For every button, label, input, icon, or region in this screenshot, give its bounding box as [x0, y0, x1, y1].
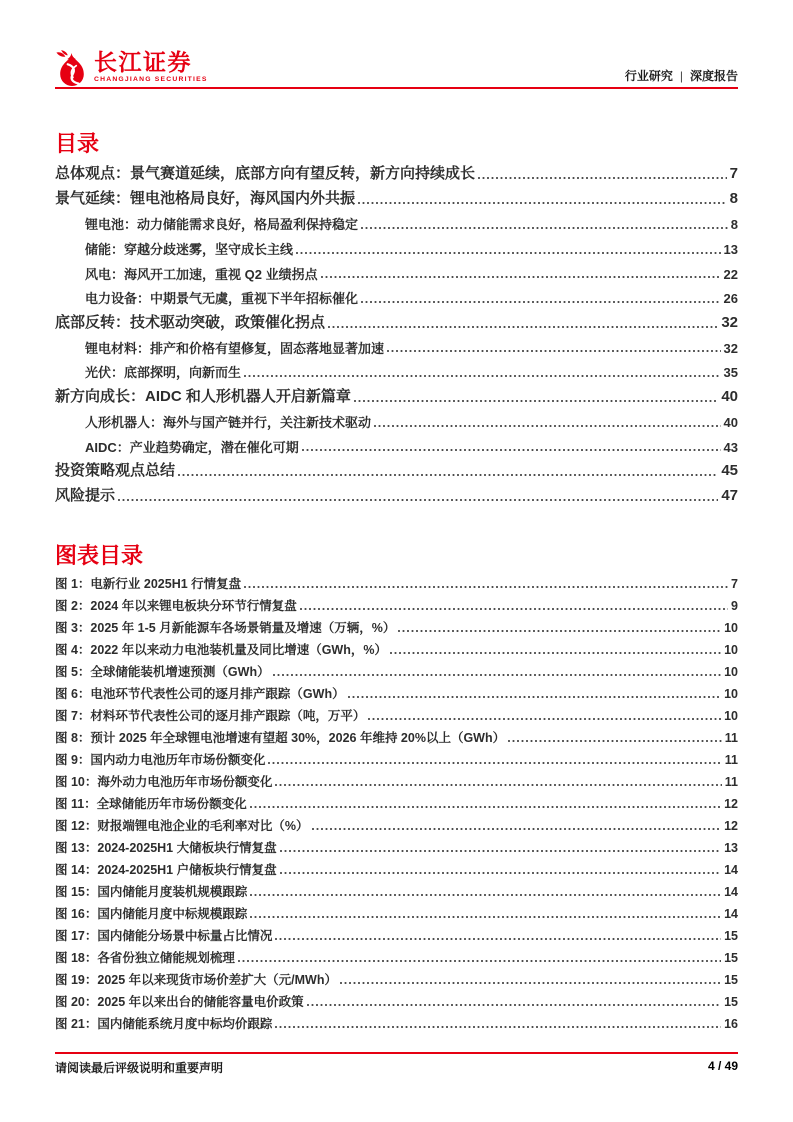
dot-leader — [238, 960, 721, 962]
figure-entry[interactable] — [55, 951, 738, 966]
figure-entry[interactable] — [55, 973, 738, 988]
figure-entry-title: 图 17：国内储能分场景中标量占比情况 — [55, 929, 273, 944]
figure-entry[interactable] — [55, 841, 738, 856]
figure-entry-title: 图 5：全球储能装机增速预测（GWh） — [55, 665, 270, 680]
toc-entry-page-number: 47 — [721, 487, 738, 505]
toc-entry-title: 锂电材料：排产和价格有望修复，固态落地显著加速 — [85, 340, 385, 356]
dot-leader — [275, 1026, 721, 1028]
toc-entry[interactable] — [55, 388, 738, 406]
dot-leader — [348, 696, 722, 698]
figure-entry-title: 图 18：各省份独立储能规划梳理 — [55, 951, 235, 966]
toc-entry-title: 底部反转：技术驱动突破，政策催化拐点 — [55, 313, 326, 331]
toc-section — [55, 131, 738, 505]
figure-entry-title: 图 14：2024-2025H1 户储板块行情复盘 — [55, 863, 277, 878]
dot-leader — [387, 350, 721, 352]
dot-leader — [275, 938, 721, 940]
figure-entry[interactable] — [55, 1017, 738, 1032]
dot-leader — [361, 227, 728, 229]
header-separator: | — [679, 69, 683, 83]
toc-entry[interactable] — [55, 165, 738, 183]
toc-entry-title: 景气延续：锂电池格局良好，海风国内外共振 — [55, 190, 356, 208]
figure-entry[interactable] — [55, 599, 738, 614]
dot-leader — [244, 586, 728, 588]
dot-leader — [368, 718, 721, 720]
figure-entry-page-number: 10 — [724, 709, 738, 724]
figure-entry-page-number: 16 — [724, 1017, 738, 1032]
toc-entry[interactable] — [55, 291, 738, 307]
figures-section — [55, 543, 738, 1032]
toc-entry-page-number: 35 — [723, 365, 738, 381]
toc-entry-page-number: 32 — [721, 313, 738, 331]
figure-entry-title: 图 8：预计 2025 年全球锂电池增速有望超 30%，2026 年维持 20%以上（GWh） — [55, 731, 506, 746]
dot-leader — [250, 916, 721, 918]
figures-title: 图表目录 — [55, 543, 144, 568]
page-footer — [55, 1059, 738, 1076]
dot-leader — [328, 326, 718, 328]
toc-entry-title: 锂电池：动力储能需求良好，格局盈利保持稳定 — [85, 217, 359, 233]
figure-entry[interactable] — [55, 863, 738, 878]
toc-entry-title: AIDC：产业趋势确定，潜在催化可期 — [85, 439, 299, 455]
figure-entry[interactable] — [55, 995, 738, 1010]
dot-leader — [178, 474, 718, 476]
figure-entry-title: 图 2：2024 年以来锂电板块分环节行情复盘 — [55, 599, 297, 614]
toc-entry-page-number: 45 — [721, 462, 738, 480]
dot-leader — [275, 784, 721, 786]
figure-entry[interactable] — [55, 643, 738, 658]
logo-text — [94, 50, 208, 83]
logo-name-en: CHANGJIANG SECURITIES — [94, 76, 208, 84]
toc-entry[interactable] — [55, 487, 738, 505]
logo-name-cn: 长江证券 — [94, 49, 192, 75]
dot-leader — [244, 375, 721, 377]
figure-entry-page-number: 11 — [724, 753, 738, 768]
figure-entry-title: 图 11：全球储能历年市场份额变化 — [55, 797, 247, 812]
figure-entry-page-number: 10 — [724, 643, 738, 658]
toc-entry[interactable] — [55, 242, 738, 258]
figure-entry-title: 图 7：材料环节代表性公司的逐月排产跟踪（吨，万平） — [55, 709, 366, 724]
figure-entry[interactable] — [55, 885, 738, 900]
toc-entry-title: 储能：穿越分歧迷雾，坚守成长主线 — [85, 241, 294, 257]
toc-entry[interactable] — [55, 267, 738, 283]
figure-entry[interactable] — [55, 929, 738, 944]
toc-entry[interactable] — [55, 365, 738, 381]
dot-leader — [118, 499, 718, 501]
dot-leader — [280, 850, 721, 852]
dot-leader — [398, 630, 721, 632]
dot-leader — [508, 740, 722, 742]
dot-leader — [374, 425, 721, 427]
figure-entry-title: 图 3：2025 年 1-5 月新能源车各场景销量及增速（万辆，%） — [55, 621, 396, 636]
toc-entry-page-number: 13 — [723, 241, 738, 257]
figure-entry-title: 图 10：海外动力电池历年市场份额变化 — [55, 775, 273, 790]
dot-leader — [250, 894, 721, 896]
figure-entry-title: 图 16：国内储能月度中标规模跟踪 — [55, 907, 248, 922]
toc-entry-title: 风电：海风开工加速，重视 Q2 业绩拐点 — [85, 266, 318, 282]
report-type-label — [625, 67, 738, 84]
figure-entry-title: 图 21：国内储能系统月度中标均价跟踪 — [55, 1017, 273, 1032]
toc-entry-title: 光伏：底部探明，向新而生 — [85, 365, 242, 381]
dot-leader — [361, 301, 721, 303]
toc-entry[interactable] — [55, 341, 738, 357]
figure-entry-page-number: 10 — [724, 687, 738, 702]
toc-entry-title: 总体观点：景气赛道延续，底部方向有望反转，新方向持续成长 — [55, 165, 476, 183]
dot-leader — [312, 828, 722, 830]
toc-entry[interactable] — [55, 217, 738, 233]
figure-entry-page-number: 15 — [724, 951, 738, 966]
toc-entry-page-number: 40 — [721, 387, 738, 405]
figure-entry-page-number: 10 — [724, 665, 738, 680]
toc-entry[interactable] — [55, 440, 738, 456]
dot-leader — [390, 652, 721, 654]
toc-entry-title: 风险提示 — [55, 487, 116, 505]
figure-entry-title: 图 20：2025 年以来出台的储能容量电价政策 — [55, 995, 304, 1010]
figure-entry-title: 图 1：电新行业 2025H1 行情复盘 — [55, 577, 242, 592]
dot-leader — [478, 177, 727, 179]
logo-emblem-icon — [55, 50, 89, 88]
figure-entry-page-number: 13 — [724, 841, 738, 856]
dot-leader — [302, 449, 721, 451]
figure-entry[interactable] — [55, 797, 738, 812]
page-number-indicator: 4 / 49 — [707, 1059, 738, 1073]
figure-entry[interactable] — [55, 753, 738, 768]
figure-entry[interactable] — [55, 621, 738, 636]
figure-entry-page-number: 11 — [724, 731, 738, 746]
dot-leader — [296, 252, 721, 254]
figures-list — [55, 577, 738, 1032]
figure-entry[interactable] — [55, 819, 738, 834]
dot-leader — [300, 608, 728, 610]
dot-leader — [280, 872, 721, 874]
figure-entry-page-number: 11 — [724, 775, 738, 790]
dot-leader — [340, 982, 721, 984]
dot-leader — [358, 202, 727, 204]
figure-entry-title: 图 13：2024-2025H1 大储板块行情复盘 — [55, 841, 277, 856]
toc-entry-page-number: 32 — [723, 340, 738, 356]
figure-entry-title: 图 9：国内动力电池历年市场份额变化 — [55, 753, 266, 768]
toc-entry-page-number: 7 — [729, 165, 738, 183]
figure-entry-page-number: 12 — [724, 819, 738, 834]
toc-entry[interactable] — [55, 462, 738, 480]
figure-entry[interactable] — [55, 665, 738, 680]
toc-entry-title: 新方向成长：AIDC 和人形机器人开启新篇章 — [55, 387, 351, 405]
report-depth-label: 深度报告 — [689, 69, 738, 83]
header-rule — [55, 87, 738, 89]
figure-entry-title: 图 19：2025 年以来现货市场价差扩大（元/MWh） — [55, 973, 337, 988]
toc-entry-title: 电力设备：中期景气无虞，重视下半年招标催化 — [85, 291, 359, 307]
toc-entry-page-number: 22 — [723, 266, 738, 282]
figure-entry-title: 图 6：电池环节代表性公司的逐月排产跟踪（GWh） — [55, 687, 345, 702]
figure-entry[interactable] — [55, 687, 738, 702]
figure-entry-page-number: 10 — [724, 621, 738, 636]
toc-entry-page-number: 43 — [723, 439, 738, 455]
report-category: 行业研究 — [624, 69, 673, 83]
dot-leader — [268, 762, 721, 764]
toc-entry[interactable] — [55, 190, 738, 208]
figure-entry[interactable] — [55, 907, 738, 922]
dot-leader — [307, 1004, 721, 1006]
figure-entry-title: 图 15：国内储能月度装机规模跟踪 — [55, 885, 248, 900]
toc-entry[interactable] — [55, 314, 738, 332]
dot-leader — [354, 400, 718, 402]
dot-leader — [273, 674, 722, 676]
toc-entry-title: 人形机器人：海外与国产链并行，关注新技术驱动 — [85, 414, 372, 430]
dot-leader — [250, 806, 721, 808]
figure-entry[interactable] — [55, 775, 738, 790]
figure-entry[interactable] — [55, 577, 738, 592]
figure-entry-title: 图 12：财报端锂电池企业的毛利率对比（%） — [55, 819, 309, 834]
figure-entry[interactable] — [55, 709, 738, 724]
toc-entry-page-number: 8 — [729, 190, 738, 208]
page-header — [55, 50, 738, 88]
toc-entry-page-number: 40 — [723, 414, 738, 430]
figure-entry-page-number: 15 — [724, 929, 738, 944]
figure-entry-page-number: 7 — [731, 577, 738, 592]
dot-leader — [321, 276, 721, 278]
figure-entry-page-number: 15 — [724, 995, 738, 1010]
footer-disclaimer: 请阅读最后评级说明和重要声明 — [55, 1061, 224, 1075]
figure-entry-page-number: 9 — [731, 599, 738, 614]
figure-entry-page-number: 12 — [724, 797, 738, 812]
toc-entry-page-number: 8 — [730, 217, 738, 233]
changjiang-securities-logo — [55, 50, 208, 88]
toc-entry[interactable] — [55, 415, 738, 431]
figure-entry-page-number: 14 — [724, 907, 738, 922]
toc-entry-title: 投资策略观点总结 — [55, 462, 176, 480]
figure-entry-page-number: 14 — [724, 885, 738, 900]
toc-entry-page-number: 26 — [723, 291, 738, 307]
toc-title: 目录 — [55, 131, 100, 156]
figure-entry[interactable] — [55, 731, 738, 746]
figure-entry-page-number: 14 — [724, 863, 738, 878]
figure-entry-page-number: 15 — [724, 973, 738, 988]
figure-entry-title: 图 4：2022 年以来动力电池装机量及同比增速（GWh，%） — [55, 643, 387, 658]
toc-list — [55, 165, 738, 505]
footer-rule — [55, 1052, 738, 1054]
